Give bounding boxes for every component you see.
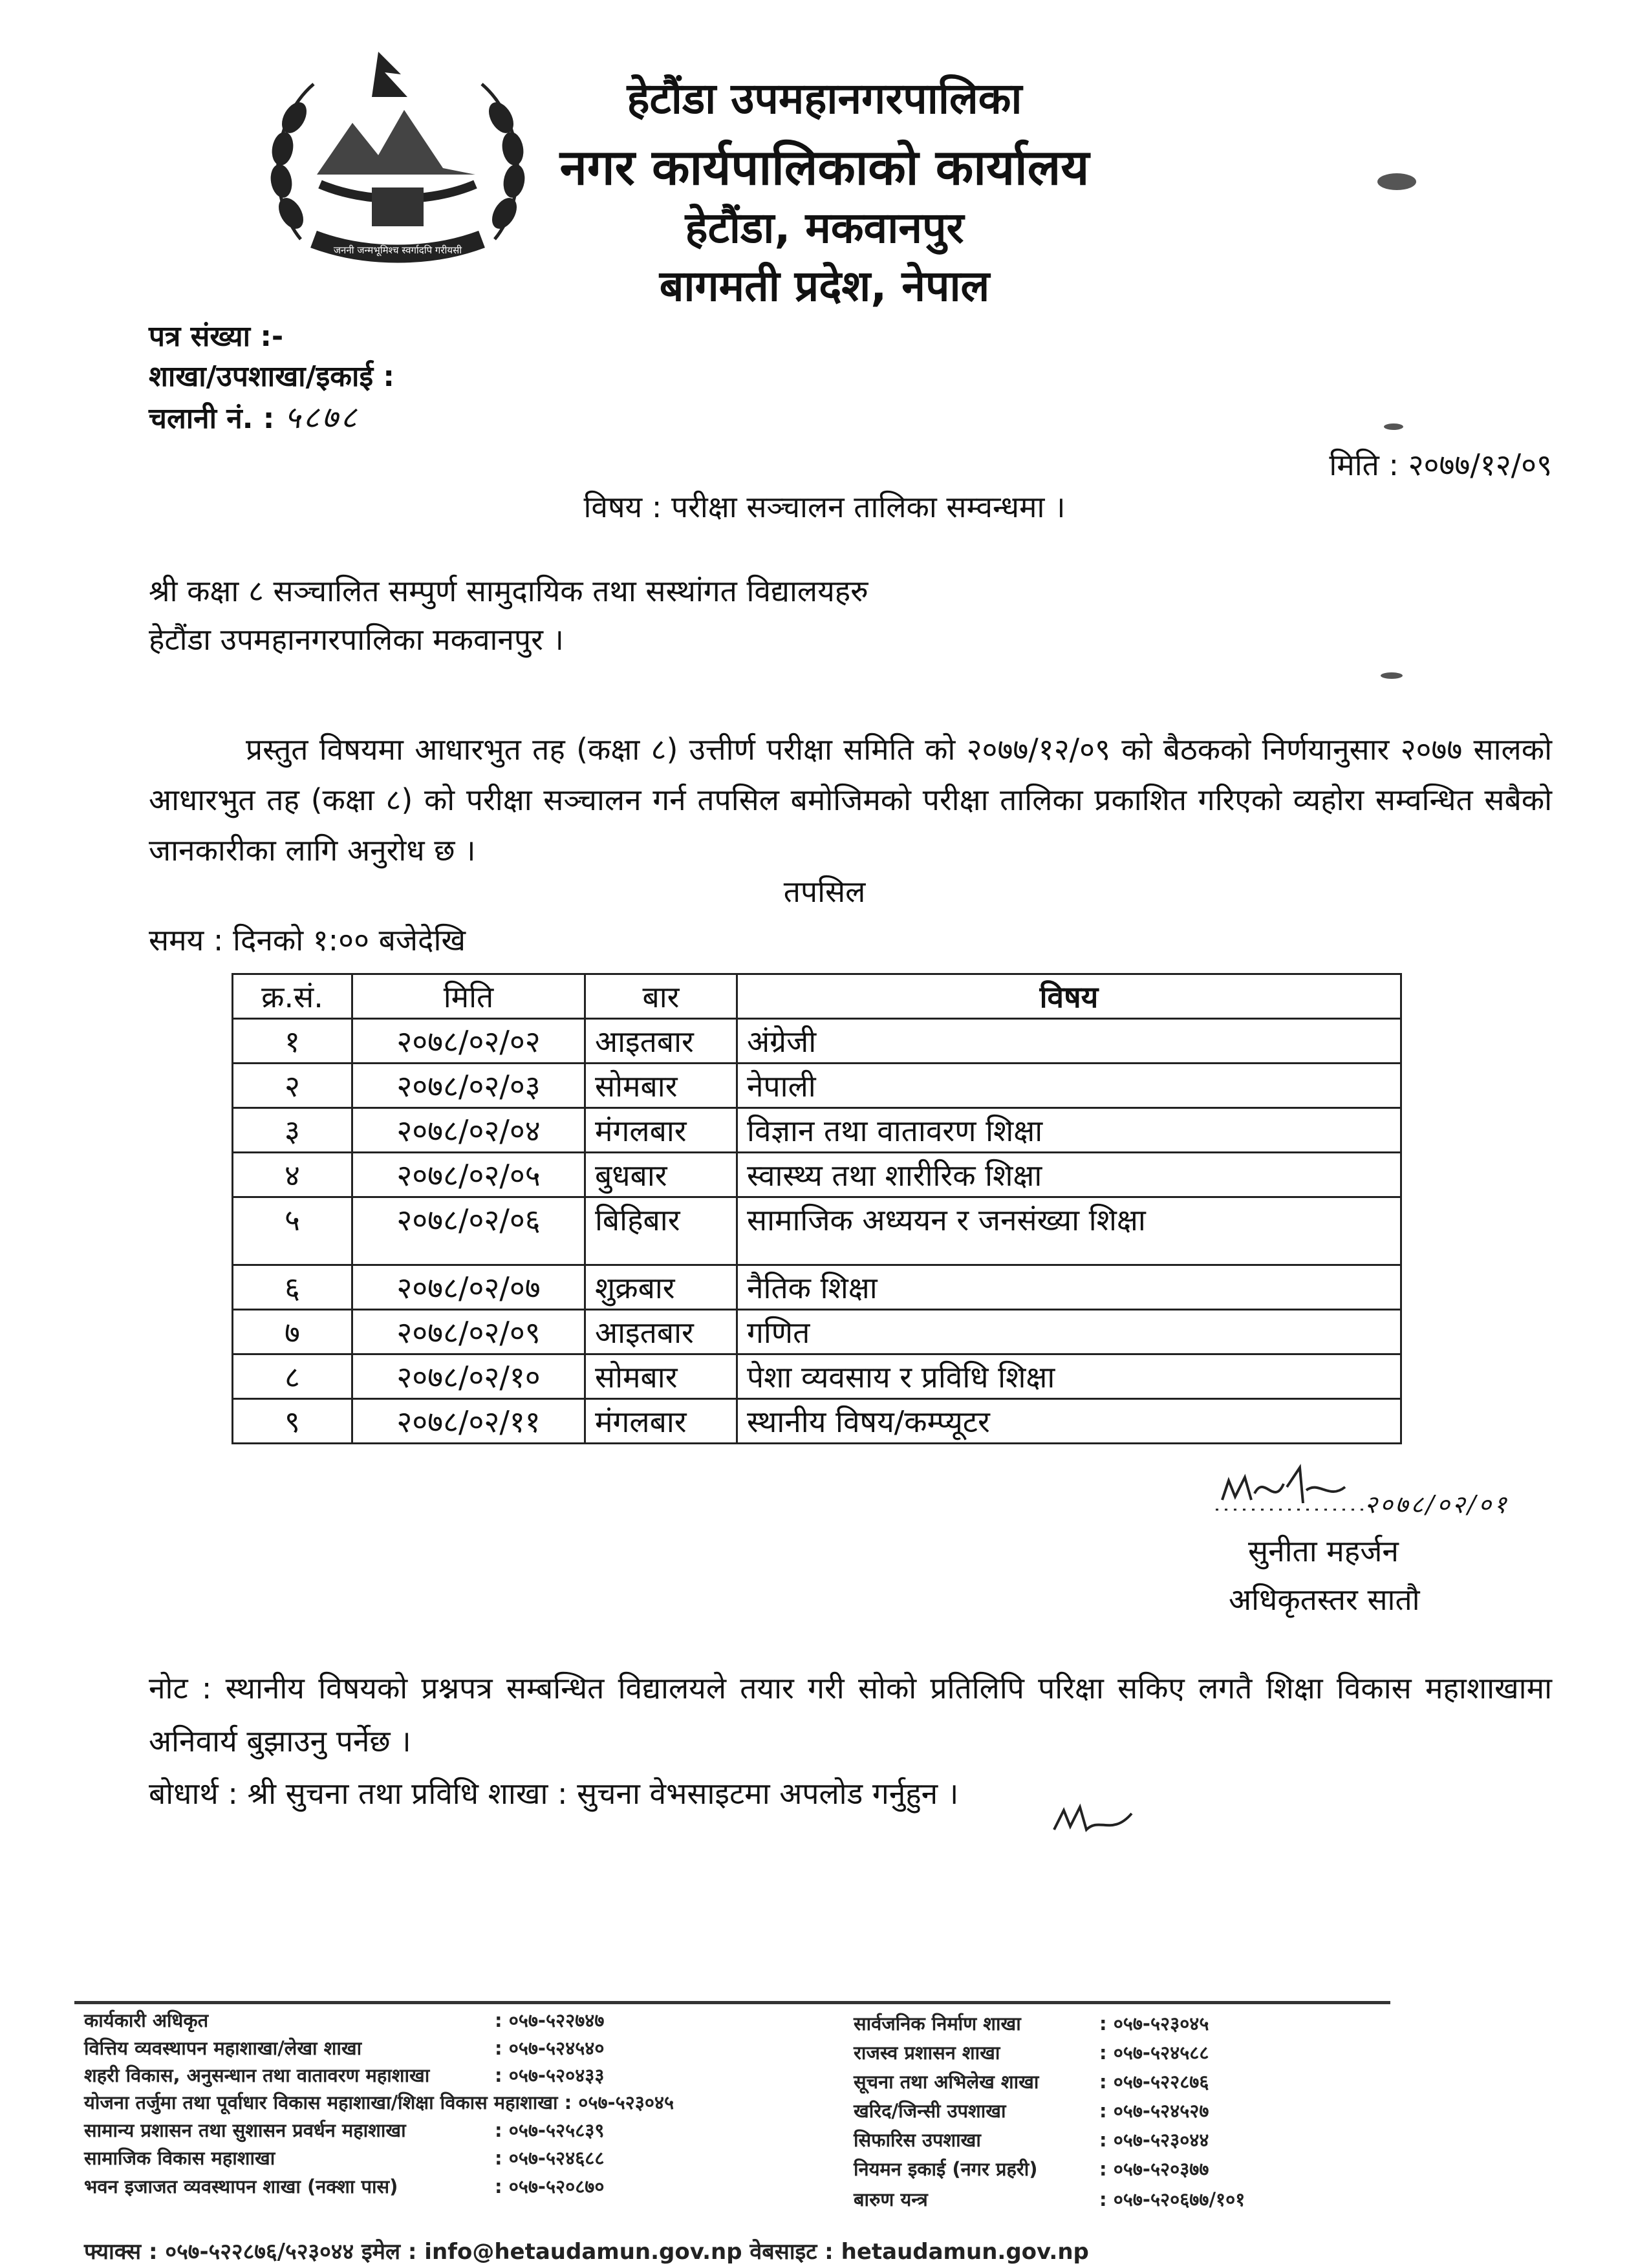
footer-dept-label: सामान्य प्रशासन तथा सुशासन प्रवर्धन महाशाखा — [84, 2119, 406, 2141]
table-header-row — [233, 974, 1401, 1019]
table-row — [233, 1310, 1401, 1354]
footer-dept-label: सार्वजनिक निर्माण शाखा — [854, 2013, 1021, 2035]
footer-dept-label: शहरी विकास, अनुसन्धान तथा वातावरण महाशाखा — [84, 2064, 430, 2086]
body-paragraph: प्रस्तुत विषयमा आधारभुत तह (कक्षा ८) उत्तीर्ण परीक्षा समिति को २०७७/१२/०९ को बैठकको निर्णयानुसार २०७७ सालको आधारभुत तह (कक्षा ८) को परीक्षा सञ्चालन गर्न तपसिल बमोजिमको परीक्षा तालिका प्रकाशित गरिएको व्यहोरा सम्वन्धित सबैको जानकारीका लागि अनुरोध छ । — [149, 732, 1552, 868]
emblem-motto: जननी जन्मभूमिश्च स्वर्गादपि गरीयसी — [333, 244, 462, 256]
serial-cell: ८ — [233, 1354, 352, 1399]
subject-cell: अंग्रेजी — [737, 1019, 1401, 1064]
col-header-subject: विषय — [737, 974, 1401, 1019]
date-cell: २०७८/०२/०५ — [352, 1153, 585, 1197]
scan-speck — [1377, 173, 1416, 190]
footer-dept-label: राजस्व प्रशासन शाखा — [854, 2042, 1000, 2064]
province-country: बागमती प्रदेश, नेपाल — [659, 261, 990, 311]
subject-cell: सामाजिक अध्ययन र जनसंख्या शिक्षा — [737, 1197, 1401, 1265]
office-name: नगर कार्यपालिकाको कार्यालय — [559, 138, 1090, 196]
scan-speck — [1384, 423, 1403, 430]
serial-cell: २ — [233, 1064, 352, 1108]
day-cell: शुक्रबार — [585, 1265, 737, 1310]
table-row — [233, 1153, 1401, 1197]
footer-dept-phone: : ०५७-५२२७४७ — [495, 2009, 605, 2031]
dispatch-number — [149, 396, 360, 438]
signature-handwritten-date: २०७८/०२/०१ — [1364, 1490, 1509, 1519]
serial-cell: १ — [233, 1019, 352, 1064]
date-cell: २०७८/०२/०३ — [352, 1064, 585, 1108]
date-cell: २०७८/०२/११ — [352, 1399, 585, 1444]
footer-dept-label: योजना तर्जुमा तथा पूर्वाधार विकास महाशाखा/शिक्षा विकास महाशाखा : ०५७-५२३०४५ — [84, 2091, 674, 2113]
letter-date: मिति : २०७७/१२/०९ — [1329, 447, 1552, 482]
date-cell: २०७८/०२/०४ — [352, 1108, 585, 1153]
branch-label: शाखा/उपशाखा/इकाई : — [149, 360, 394, 393]
table-row — [233, 1019, 1401, 1064]
footer-dept-phone: : ०५७-५२३०४५ — [1099, 2013, 1209, 2035]
table-row — [233, 1197, 1401, 1265]
footer-dept-phone: : ०५७-५२५८३९ — [495, 2119, 605, 2141]
footer-dept-phone: : ०५७-५२०६७७/१०१ — [1099, 2188, 1245, 2210]
footer-dept-phone: : ०५७-५२४५४० — [495, 2037, 605, 2059]
footer-dept-phone: : ०५७-५२३०४४ — [1099, 2129, 1209, 2151]
subject-cell: विज्ञान तथा वातावरण शिक्षा — [737, 1108, 1401, 1153]
footer-dept-label: नियमन इकाई (नगर प्रहरी) — [854, 2158, 1038, 2180]
table-row — [233, 1354, 1401, 1399]
addressee-line-1: श्री कक्षा ८ सञ्चालित सम्पुर्ण सामुदायिक तथा सस्थांगत विद्यालयहरु — [149, 573, 868, 608]
day-cell: आइतबार — [585, 1310, 737, 1354]
serial-cell: ३ — [233, 1108, 352, 1153]
dispatch-number-label: चलानी नं. : — [149, 402, 275, 435]
footer-contact-line: फ्याक्स : ०५७-५२२८७६/५२३०४४ इमेल : info@hetaudamun.gov.np वेबसाइट : hetaudamun.gov.np — [84, 2239, 1089, 2265]
day-cell: बुधबार — [585, 1153, 737, 1197]
date-cell: २०७८/०२/०२ — [352, 1019, 585, 1064]
day-cell: मंगलबार — [585, 1108, 737, 1153]
scan-speck — [1381, 672, 1403, 679]
initial-scribble-icon — [1048, 1791, 1151, 1843]
footer-dept-label: सिफारिस उपशाखा — [854, 2129, 981, 2151]
footer-divider — [74, 2001, 1390, 2004]
subject-cell: स्वास्थ्य तथा शारीरिक शिक्षा — [737, 1153, 1401, 1197]
day-cell: सोमबार — [585, 1354, 737, 1399]
col-header-serial: क्र.सं. — [233, 974, 352, 1019]
footer-dept-label: खरिद/जिन्सी उपशाखा — [854, 2100, 1006, 2122]
serial-cell: ५ — [233, 1197, 352, 1265]
table-row — [233, 1064, 1401, 1108]
day-cell: बिहिबार — [585, 1197, 737, 1265]
date-cell: २०७८/०२/०७ — [352, 1265, 585, 1310]
addressee-line-2: हेटौंडा उपमहानगरपालिका मकवानपुर । — [149, 622, 564, 657]
note-paragraph: नोट : स्थानीय विषयको प्रश्नपत्र सम्बन्धित विद्यालयले तयार गरी सोको प्रतिलिपि परिक्षा सकिए लगतै शिक्षा विकास महाशाखामा अनिवार्य बुझाउनु पर्नेछ । — [149, 1671, 1552, 1759]
date-cell: २०७८/०२/०६ — [352, 1197, 585, 1265]
signatory-title: अधिकृतस्तर सातौ — [1229, 1582, 1420, 1617]
col-header-day: बार — [585, 974, 737, 1019]
footer-dept-label: वित्तिय व्यवस्थापन महाशाखा/लेखा शाखा — [84, 2037, 362, 2059]
subject-cell: नैतिक शिक्षा — [737, 1265, 1401, 1310]
serial-cell: ४ — [233, 1153, 352, 1197]
table-row — [233, 1265, 1401, 1310]
signatory-name: सुनीता महर्जन — [1248, 1534, 1399, 1568]
serial-cell: ७ — [233, 1310, 352, 1354]
office-location: हेटौंडा, मकवानपुर — [685, 203, 964, 253]
footer-dept-label: भवन इजाजत व्यवस्थापन शाखा (नक्शा पास) — [84, 2176, 398, 2198]
serial-cell: ९ — [233, 1399, 352, 1444]
footer-dept-phone: : ०५७-५२२८७६ — [1099, 2071, 1209, 2093]
table-row — [233, 1108, 1401, 1153]
footer-dept-phone: : ०५७-५२४५२७ — [1099, 2100, 1209, 2122]
schedule-heading: तपसिल — [783, 874, 866, 909]
subject-cell: नेपाली — [737, 1064, 1401, 1108]
subject-line: विषय : परीक्षा सञ्चालन तालिका सम्वन्धमा । — [583, 489, 1066, 524]
subject-cell: स्थानीय विषय/कम्प्यूटर — [737, 1399, 1401, 1444]
footer-dept-phone: : ०५७-५२०३७७ — [1099, 2158, 1209, 2180]
subject-cell: पेशा व्यवसाय र प्रविधि शिक्षा — [737, 1354, 1401, 1399]
serial-cell: ६ — [233, 1265, 352, 1310]
subject-cell: गणित — [737, 1310, 1401, 1354]
org-name: हेटौंडा उपमहानगरपालिका — [627, 74, 1022, 123]
day-cell: मंगलबार — [585, 1399, 737, 1444]
footer-dept-label: बारुण यन्त्र — [854, 2188, 928, 2210]
copy-to-line: बोधार्थ : श्री सुचना तथा प्रविधि शाखा : सुचना वेभसाइटमा अपलोड गर्नुहुन । — [149, 1776, 959, 1811]
footer-dept-label: सामाजिक विकास महाशाखा — [84, 2147, 275, 2169]
exam-schedule-table — [232, 973, 1402, 1444]
col-header-date: मिति — [352, 974, 585, 1019]
date-cell: २०७८/०२/०९ — [352, 1310, 585, 1354]
footer-dept-phone: : ०५७-५२४६८८ — [495, 2147, 605, 2169]
dispatch-number-value: ५८७८ — [284, 400, 360, 436]
day-cell: आइतबार — [585, 1019, 737, 1064]
footer-dept-phone: : ०५७-५२०८७० — [495, 2176, 605, 2198]
footer-dept-label: सूचना तथा अभिलेख शाखा — [854, 2071, 1039, 2093]
footer-dept-label: कार्यकारी अधिकृत — [84, 2009, 209, 2031]
footer-dept-phone: : ०५७-५२०४३३ — [495, 2064, 605, 2086]
day-cell: सोमबार — [585, 1064, 737, 1108]
exam-time: समय : दिनको १:०० बजेदेखि — [149, 923, 466, 957]
table-row — [233, 1399, 1401, 1444]
letter-number-label: पत्र संख्या :- — [149, 320, 284, 353]
date-cell: २०७८/०२/१० — [352, 1354, 585, 1399]
footer-dept-phone: : ०५७-५२४५८८ — [1099, 2042, 1209, 2064]
